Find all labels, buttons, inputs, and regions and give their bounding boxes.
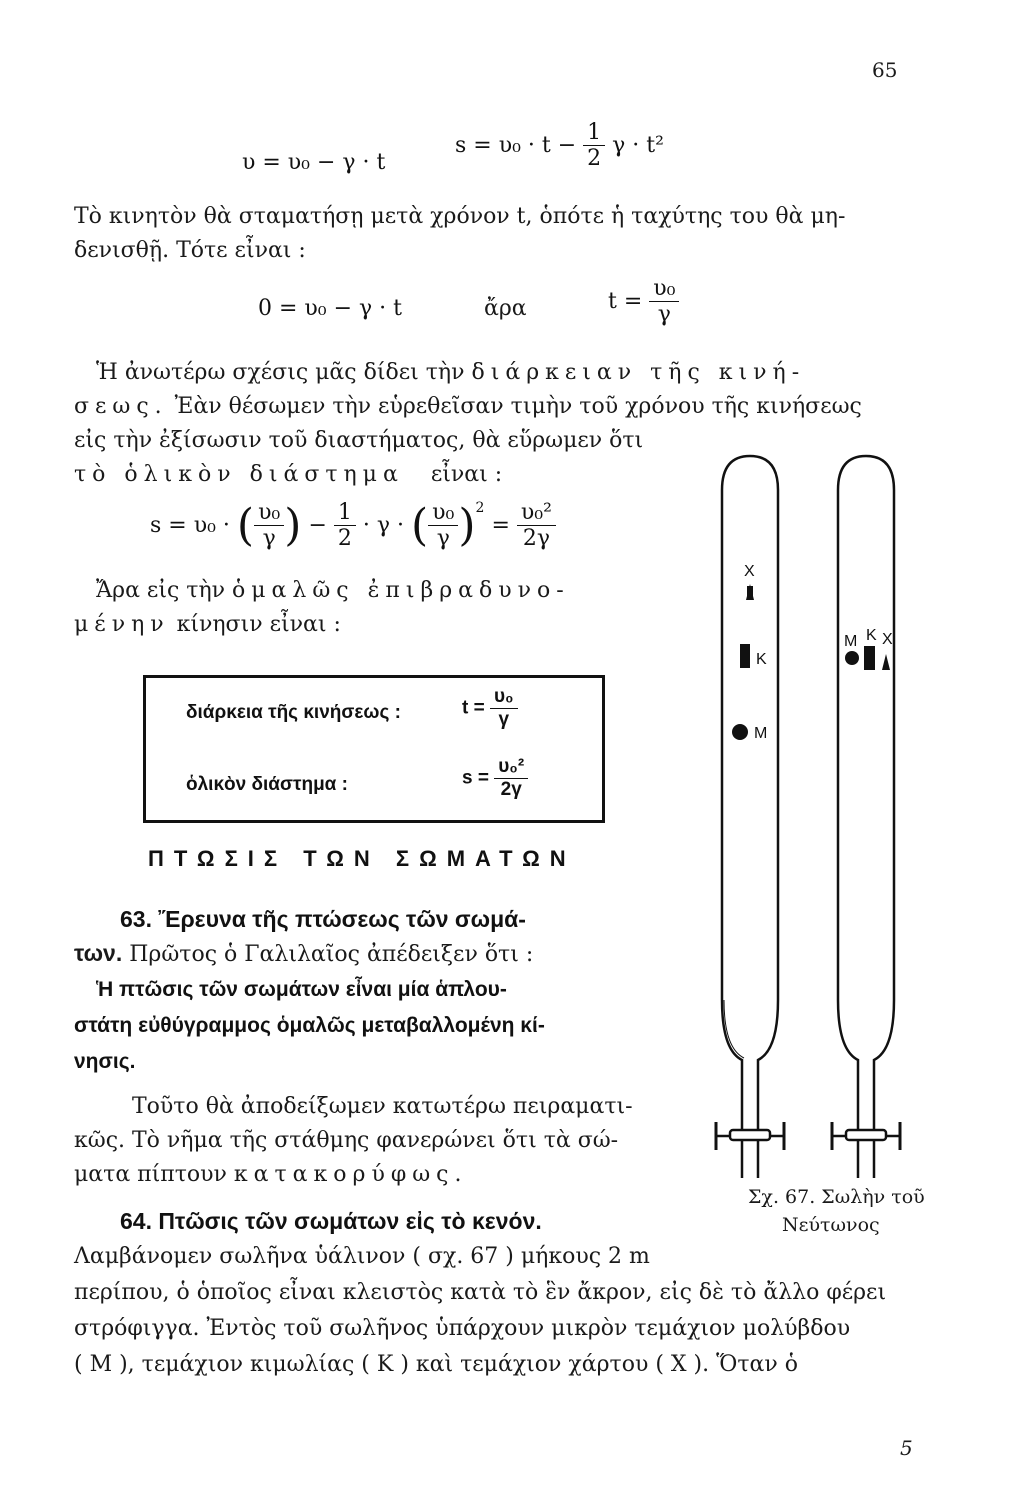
page-number: 65 — [872, 58, 898, 82]
stopcock-2 — [846, 1130, 886, 1140]
paragraph-2-line-3: εἰς τὴν ἐξίσωσιν τοῦ διαστήματος, θὰ εὕρωμεν ὅτι — [74, 428, 644, 453]
duration-num: υ₀ — [490, 686, 518, 709]
fraction-1 — [254, 500, 284, 551]
section-63-p-line-1: Τοῦτο θὰ ἀποδείξωμεν κατωτέρω πειραματι- — [132, 1094, 633, 1119]
paragraph-2-spaced-2: σεως. — [74, 394, 168, 419]
tube-1-label-x: X — [744, 563, 755, 580]
fraction-4-den: 2γ — [522, 526, 550, 551]
section-63-intro: Πρῶτος ὁ Γαλιλαῖος ἀπέδειξεν ὅτι : — [129, 942, 534, 967]
tube-1 — [716, 456, 784, 1178]
figure-caption-line-2: Νεύτωνος — [782, 1214, 880, 1236]
distance-equation-left: s = υ₀ · t − — [455, 133, 577, 158]
paragraph-1-line-1: Τὸ κινητὸν θὰ σταματήσῃ μετὰ χρόνον t, ὁπότε ἡ ταχύτης του θὰ μη- — [74, 204, 846, 229]
duration-fraction — [490, 686, 518, 731]
section-64-line-4: ( Μ ), τεμάχιον κιμωλίας ( Κ ) καὶ τεμάχιον χάρτου ( Χ ). Ὅταν ὁ — [74, 1352, 798, 1377]
paragraph-2-line-4 — [74, 462, 502, 487]
section-63-line-2 — [74, 940, 533, 967]
section-64-line-1: Λαμβάνομεν σωλῆνα ὑάλινον ( σχ. 67 ) μήκους 2 m — [74, 1244, 650, 1269]
paragraph-3-line-1 — [96, 578, 570, 603]
distance-label: ὁλικὸν διάστημα : — [186, 774, 348, 795]
section-63-p-text: ματα πίπτουν — [74, 1162, 227, 1187]
paragraph-3-text: Ἄρα εἰς τὴν — [96, 578, 225, 603]
distance-fraction — [494, 756, 528, 801]
fraction-4 — [517, 500, 556, 551]
tube-2 — [832, 456, 900, 1178]
fraction-2-den: 2 — [337, 526, 352, 551]
fraction-1-num: υ₀ — [254, 500, 284, 526]
summary-box — [143, 675, 605, 823]
distance-formula — [462, 756, 528, 801]
half-numerator: 1 — [583, 120, 605, 146]
paren-open-1: ( — [236, 500, 255, 551]
lead-piece-1 — [732, 724, 748, 740]
section-64-line-3: στρόφιγγα. Ἐντὸς τοῦ σωλῆνος ὑπάρχουν μικρὸν τεμάχιον μολύβδου — [74, 1316, 851, 1341]
duration-label: διάρκεια τῆς κινήσεως : — [186, 702, 401, 723]
section-title: ΠΤΩΣΙΣ ΤΩΝ ΣΩΜΑΤΩΝ — [148, 846, 576, 871]
fraction-2 — [334, 500, 356, 551]
tube-2-label-m: M — [844, 633, 858, 650]
gamma-term: · γ · — [362, 513, 404, 538]
zero-velocity-equation: 0 = υ₀ − γ · t — [258, 296, 402, 321]
law-line-3: νησις. — [74, 1050, 136, 1073]
paragraph-1-line-2: δενισθῇ. Τότε εἶναι : — [74, 238, 306, 263]
lead-piece-2 — [845, 651, 859, 665]
paragraph-3-spaced-2: μένην — [74, 612, 170, 637]
time-fraction — [649, 276, 679, 327]
paren-close-1: ) — [284, 500, 302, 551]
distance-num: υ₀² — [494, 756, 528, 779]
section-63-p-line-3 — [74, 1162, 468, 1187]
paragraph-3-text-2: κίνησιν εἶναι : — [176, 612, 341, 637]
paragraph-3-line-2 — [74, 612, 341, 637]
tube-1-label-m: M — [754, 725, 768, 742]
chalk-piece-2 — [864, 646, 875, 670]
paragraph-2-spaced: διάρκειαν τῆς κινή- — [471, 360, 806, 385]
minus-sign: − — [308, 513, 327, 538]
velocity-equation: υ = υ₀ − γ · t — [242, 150, 386, 175]
time-numerator: υ₀ — [649, 276, 679, 302]
ara-word: ἄρα — [484, 296, 527, 321]
law-line-1: Ἡ πτῶσις τῶν σωμάτων εἶναι μία ἁπλου- — [96, 978, 507, 1001]
square-exponent: 2 — [475, 500, 485, 516]
duration-lhs: t = — [462, 697, 485, 719]
section-64-line-2: περίπου, ὁ ὁποῖος εἶναι κλειστὸς κατὰ τὸ ἓν ἄκρον, εἰς δὲ τὸ ἄλλο φέρει — [74, 1280, 887, 1305]
paragraph-2-line-2 — [74, 394, 862, 419]
distance-den: 2γ — [500, 779, 522, 800]
distance-lhs: s = — [462, 767, 489, 789]
stopcock-1 — [730, 1130, 770, 1140]
half-fraction — [583, 120, 605, 171]
paper-piece-2 — [882, 654, 890, 670]
duration-formula — [462, 686, 518, 731]
paragraph-2-spaced-4: τὸ ὁλικὸν διάστημα — [74, 462, 404, 487]
duration-den: γ — [498, 709, 510, 730]
law-line-2: στάτη εὐθύγραμμος ὁμαλῶς μεταβαλλομένη κί- — [74, 1014, 545, 1037]
paren-open-2: ( — [411, 500, 429, 551]
footer-page-number: 5 — [900, 1436, 913, 1460]
distance-equation — [455, 120, 664, 171]
paragraph-2-text-2: Ἐὰν θέσωμεν τὴν εὑρεθεῖσαν τιμὴν τοῦ χρόνου τῆς κινήσεως — [174, 394, 862, 419]
fraction-2-num: 1 — [334, 500, 356, 526]
tube-1-label-k: K — [756, 651, 767, 668]
time-denominator: γ — [657, 302, 671, 327]
newton-tube-figure — [700, 450, 930, 1190]
tube-2-label-k: K — [866, 627, 877, 644]
section-63-heading: 63. Ἔρευνα τῆς πτώσεως τῶν σωμά- — [120, 906, 526, 932]
chalk-piece-1 — [740, 644, 750, 668]
tube-2-label-x: X — [882, 631, 893, 648]
section-63-p-line-2: κῶς. Τὸ νῆμα τῆς στάθμης φανερώνει ὅτι τὰ σώ- — [74, 1128, 619, 1153]
paragraph-2-text: Ἡ ἀνωτέρω σχέσις μᾶς δίδει τὴν — [96, 360, 465, 385]
total-distance-lhs: s = υ₀ · — [150, 513, 230, 538]
half-denominator: 2 — [587, 146, 602, 171]
paragraph-3-spaced: ὁμαλῶς ἐπιβραδυνο- — [232, 578, 570, 603]
section-63-heading-end: των. — [74, 940, 123, 966]
section-64-heading: 64. Πτῶσις τῶν σωμάτων εἰς τὸ κενόν. — [120, 1208, 542, 1234]
fraction-3-num: υ₀ — [428, 500, 458, 526]
equals-sign: = — [491, 513, 510, 538]
distance-equation-right: γ · t² — [612, 133, 664, 158]
paragraph-2-line-1 — [96, 360, 805, 385]
time-equation-lhs: t = — [608, 289, 643, 314]
fraction-3-den: γ — [436, 526, 450, 551]
fraction-4-num: υ₀² — [517, 500, 556, 526]
fraction-1-den: γ — [262, 526, 276, 551]
time-equation — [608, 276, 679, 327]
figure-caption-line-1: Σχ. 67. Σωλὴν τοῦ — [748, 1186, 925, 1208]
fraction-3 — [428, 500, 458, 551]
section-63-p-spaced: κατακορύφως. — [233, 1162, 468, 1187]
total-distance-equation — [150, 500, 556, 551]
paragraph-2-text-4: εἶναι : — [430, 462, 503, 487]
paren-close-2: ) — [458, 500, 476, 551]
